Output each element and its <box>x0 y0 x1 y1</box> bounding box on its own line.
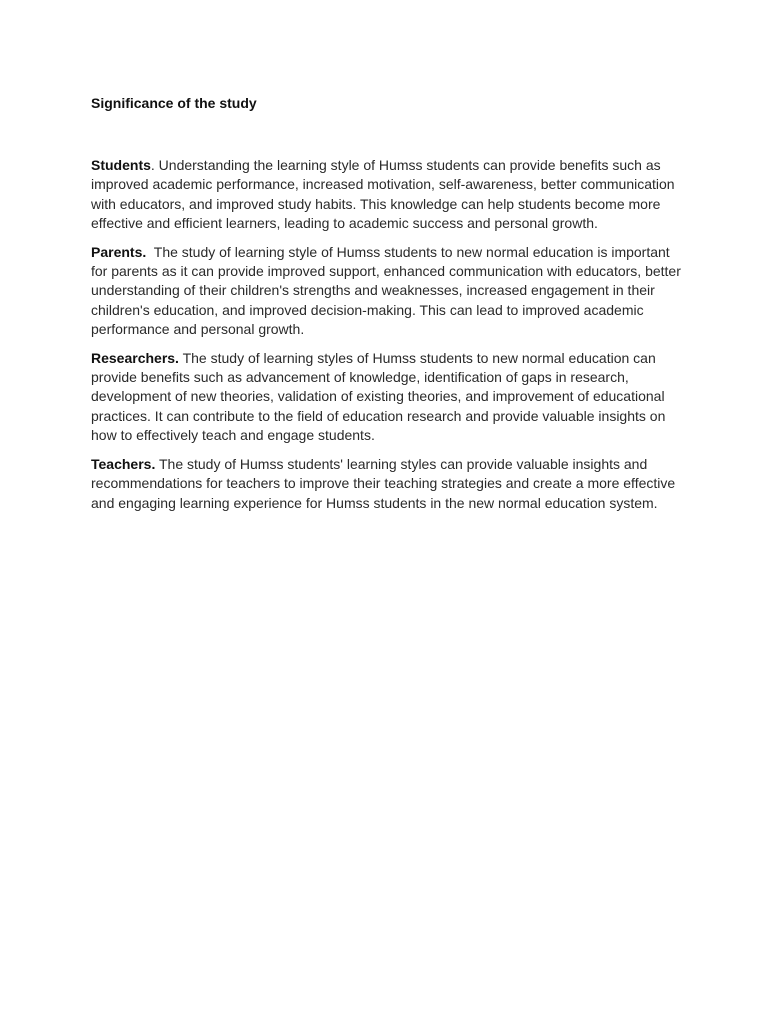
paragraph-lead-researchers: Researchers. <box>91 349 179 366</box>
document-page <box>91 94 687 522</box>
paragraph-text-researchers: The study of learning styles of Humss students to new normal education can provide benefits such as advancement of knowledge, identification of gaps in research, development of new theories, validation of existing theories, and improvement of educational practices. It can contribute to the field of education research and provide valuable insights on how to effectively teach and engage students. <box>91 349 670 444</box>
paragraph-teachers <box>91 455 687 513</box>
paragraph-parents <box>91 243 687 340</box>
document-title: Significance of the study <box>91 95 257 111</box>
paragraph-lead-parents: Parents. <box>91 243 147 260</box>
paragraph-students <box>91 156 687 234</box>
paragraph-researchers <box>91 349 687 446</box>
paragraph-text-parents: The study of learning style of Humss students to new normal education is important for parents as it can provide improved support, enhanced communication with educators, better understanding of their children's strengths and weaknesses, increased engagement in their children's education, and improved decision-making. This can lead to improved academic performance and personal growth. <box>91 243 685 338</box>
paragraph-text-teachers: The study of Humss students' learning styles can provide valuable insights and recommendations for teachers to improve their teaching strategies and create a more effective and engaging learning experience for Humss students in the new normal education system. <box>91 455 680 511</box>
paragraph-text-students: . Understanding the learning style of Humss students can provide benefits such as improved academic performance, increased motivation, self-awareness, better communication with educators, and improved study habits. This knowledge can help students become more effective and efficient learners, leading to academic success and personal growth. <box>91 157 679 232</box>
paragraph-lead-students: Students <box>91 157 151 173</box>
paragraph-lead-teachers: Teachers. <box>91 455 156 472</box>
